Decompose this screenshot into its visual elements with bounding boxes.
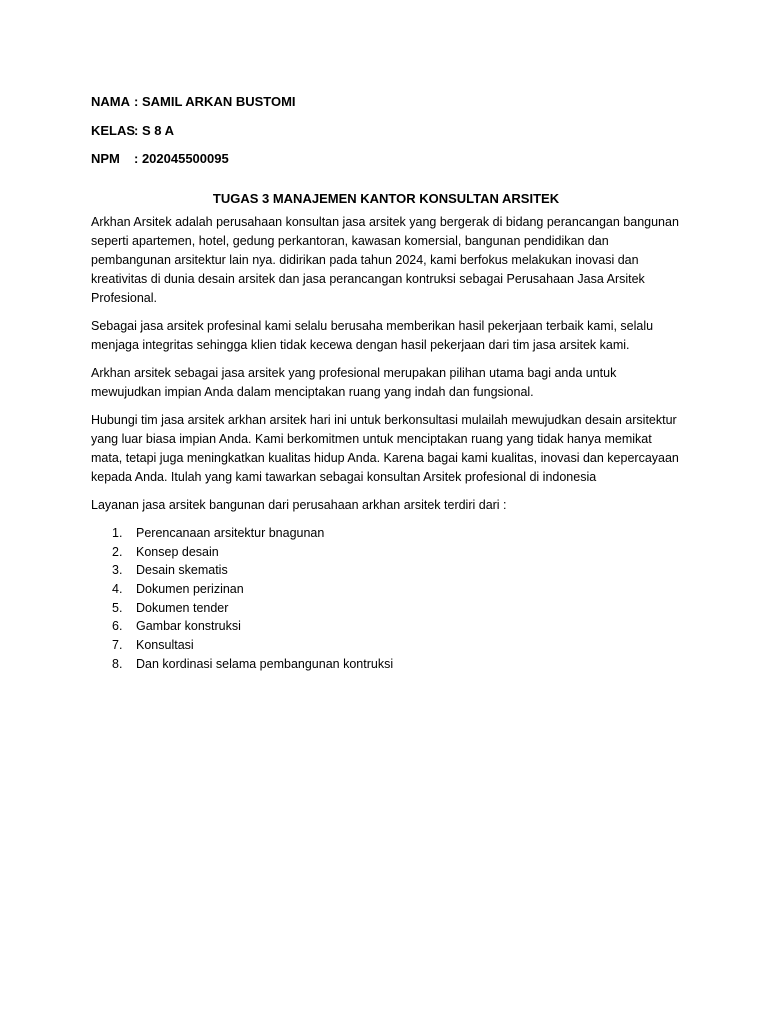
paragraph-contact: Hubungi tim jasa arsitek arkhan arsitek hari ini untuk berkonsultasi mulailah mewujudkan desain arsitektur yang luar biasa impian Anda. Kami berkomitmen untuk menciptakan ruang yang tidak hanya memikat mata, tetapi juga meningkatkan kualitas hidup Anda. Karena bagai kami kualitas, inovasi dan kepercayaan kepada Anda. Itulah yang kami tawarkan sebagai konsultan Arsitek profesional di indonesia — [91, 413, 679, 484]
list-item-text: Dokumen perizinan — [136, 582, 244, 597]
list-item-number: 6. — [112, 619, 123, 634]
nama-row — [91, 92, 681, 112]
list-item-text: Konsep desain — [136, 544, 219, 559]
kelas-row — [91, 121, 681, 141]
nama-value: : SAMIL ARKAN BUSTOMI — [134, 94, 296, 109]
list-item-text: Perencanaan arsitektur bnagunan — [136, 526, 325, 540]
paragraph-services-intro: Layanan jasa arsitek bangunan dari perusahaan arkhan arsitek terdiri dari : — [91, 498, 507, 512]
services-list — [91, 524, 681, 674]
list-item-number: 1. — [112, 526, 123, 540]
list-item-number: 2. — [112, 544, 123, 559]
list-item — [91, 524, 681, 543]
list-item-number: 8. — [112, 656, 123, 671]
list-item — [91, 636, 681, 655]
list-item-number: 7. — [112, 638, 123, 653]
list-item-number: 5. — [112, 600, 123, 615]
kelas-value: : S 8 A — [134, 122, 174, 138]
npm-row — [91, 149, 681, 169]
list-item-number: 3. — [112, 563, 123, 578]
document-content — [91, 92, 681, 674]
npm-value: : 202045500095 — [134, 151, 229, 166]
paragraph-integrity: Sebagai jasa arsitek profesinal kami selalu berusaha memberikan hasil pekerjaan terbaik kami, selalu menjaga integritas sehingga klien tidak kecewa dengan hasil pekerjaan dari tim jasa arsitek kami. — [91, 319, 654, 352]
list-item — [91, 655, 681, 674]
kelas-label: KELAS — [91, 122, 136, 138]
nama-label: NAMA — [91, 94, 130, 109]
list-item-text: Dokumen tender — [136, 600, 229, 615]
list-item-text: Konsultasi — [136, 638, 194, 653]
list-item — [91, 580, 681, 599]
list-item-number: 4. — [112, 582, 123, 597]
list-item — [91, 543, 681, 562]
document-title: TUGAS 3 MANAJEMEN KANTOR KONSULTAN ARSITEK — [212, 191, 560, 206]
list-item — [91, 561, 681, 580]
npm-label: NPM — [91, 151, 120, 166]
list-item — [91, 617, 681, 636]
paragraph-intro: Arkhan Arsitek adalah perusahaan konsultan jasa arsitek yang bergerak di bidang perancangan bangunan seperti apartemen, hotel, gedung perkantoran, kawasan komersial, bangunan pendidikan dan pembangunan arsitektur lain nya. didirikan pada tahun 2024, kami berfokus melakukan inovasi dan kreativitas di dunia desain arsitek dan jasa perancangan kontruksi sebagai Perusahaan Jasa Arsitek Profesional. — [91, 215, 679, 305]
list-item-text: Dan kordinasi selama pembangunan kontruksi — [136, 656, 394, 671]
list-item — [91, 599, 681, 618]
list-item-text: Desain skematis — [136, 563, 228, 578]
paragraph-choice: Arkhan arsitek sebagai jasa arsitek yang profesional merupakan pilihan utama bagi anda untuk mewujudkan impian Anda dalam menciptakan ruang yang indah dan fungsional. — [91, 366, 617, 399]
list-item-text: Gambar konstruksi — [136, 619, 241, 634]
